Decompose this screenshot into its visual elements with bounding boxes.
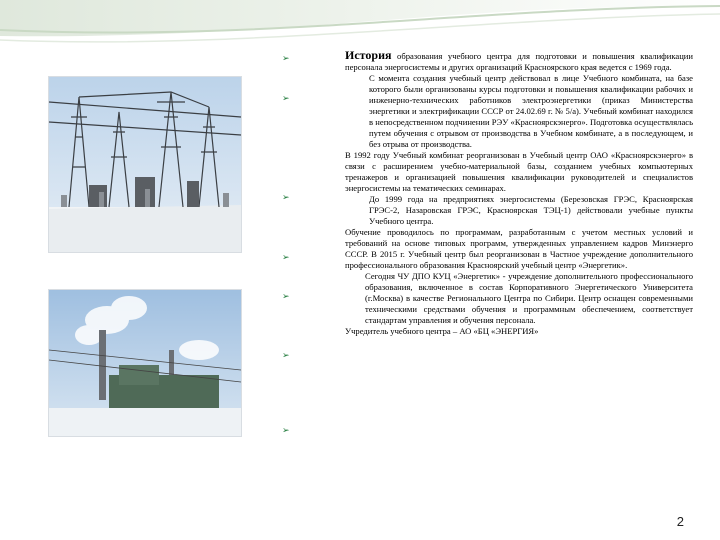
paragraph-1992: В 1992 году Учебный комбинат реорганизован в Учебный центр ОАО «Красноярскэнерго» в связи с расширением учебно-материальной базы, созданием учебных компьютерных тренажеров и организацией повышения квалификации руководителей и специалистов энергосистемы на тематических семинарах. xyxy=(345,150,693,193)
arrow-right-icon: ➢ xyxy=(282,351,290,361)
arrow-right-icon: ➢ xyxy=(282,292,290,302)
power-plant-photo xyxy=(48,289,242,437)
arrow-right-icon: ➢ xyxy=(282,193,290,203)
arrow-right-icon: ➢ xyxy=(282,253,290,263)
paragraph-training: Обучение проводилось по программам, разработанным с учетом местных условий и требований на основе типовых программ, утвержденных управлением кадров Минэнерго СССР. В 2015 г. Учебный центр был реорганизован в Частное учреждение дополнительного профессионального образования Красноярский учебный центр «Энергетик». xyxy=(345,227,693,270)
page-number: 2 xyxy=(676,514,684,529)
arrow-right-icon: ➢ xyxy=(282,54,290,64)
paragraph-1999: До 1999 года на предприятиях энергосистемы (Березовская ГРЭС, Красноярская ГРЭС-2, Назаровская ГРЭС, Красноярская ТЭЦ-1) действовали учебные пункты Учебного центра. xyxy=(369,194,693,226)
paragraph-founder: Учредитель учебного центра – АО «БЦ «ЭНЕРГИЯ» xyxy=(345,326,539,336)
paragraph-history xyxy=(309,50,693,73)
bullet-column xyxy=(282,50,296,440)
substation-photo xyxy=(48,76,242,253)
paragraph-today: Сегодня ЧУ ДПО КУЦ «Энергетик» - учреждение дополнительного профессионального образования, включенное в состав Корпоративного Энергетического Университета (г.Москва) в качестве Регионального Центра по Сибири. Центр оснащен современными техническими средствами обучения и программным обеспечением, соответствует стандартам управления и обучения персонала. xyxy=(365,271,693,325)
paragraph-creation: С момента создания учебный центр действовал в лице Учебного комбината, на базе которого были организованы курсы подготовки и повышения квалификации рабочих и инженерно-технических работников электроэнергетики (приказ Министерства энергетики и электрификации СССР от 24.02.69 г. № 5/а). Учебный комбинат находился в непосредственном подчинении РЭУ «Красноярскэнерго». Подготовка осуществлялась путем обучения с отрывом от производства в Учебном комбинате, а в последующем, и без отрыва от производства. xyxy=(369,73,693,149)
history-heading: История xyxy=(345,48,392,62)
arrow-right-icon: ➢ xyxy=(282,94,290,104)
arrow-right-icon: ➢ xyxy=(282,426,290,436)
paragraph-text: образования учебного центра для подготовки и повышения квалификации персонала энергосистемы и других организаций Красноярского края ведется с 1969 года. xyxy=(345,51,693,72)
history-text xyxy=(309,50,693,337)
